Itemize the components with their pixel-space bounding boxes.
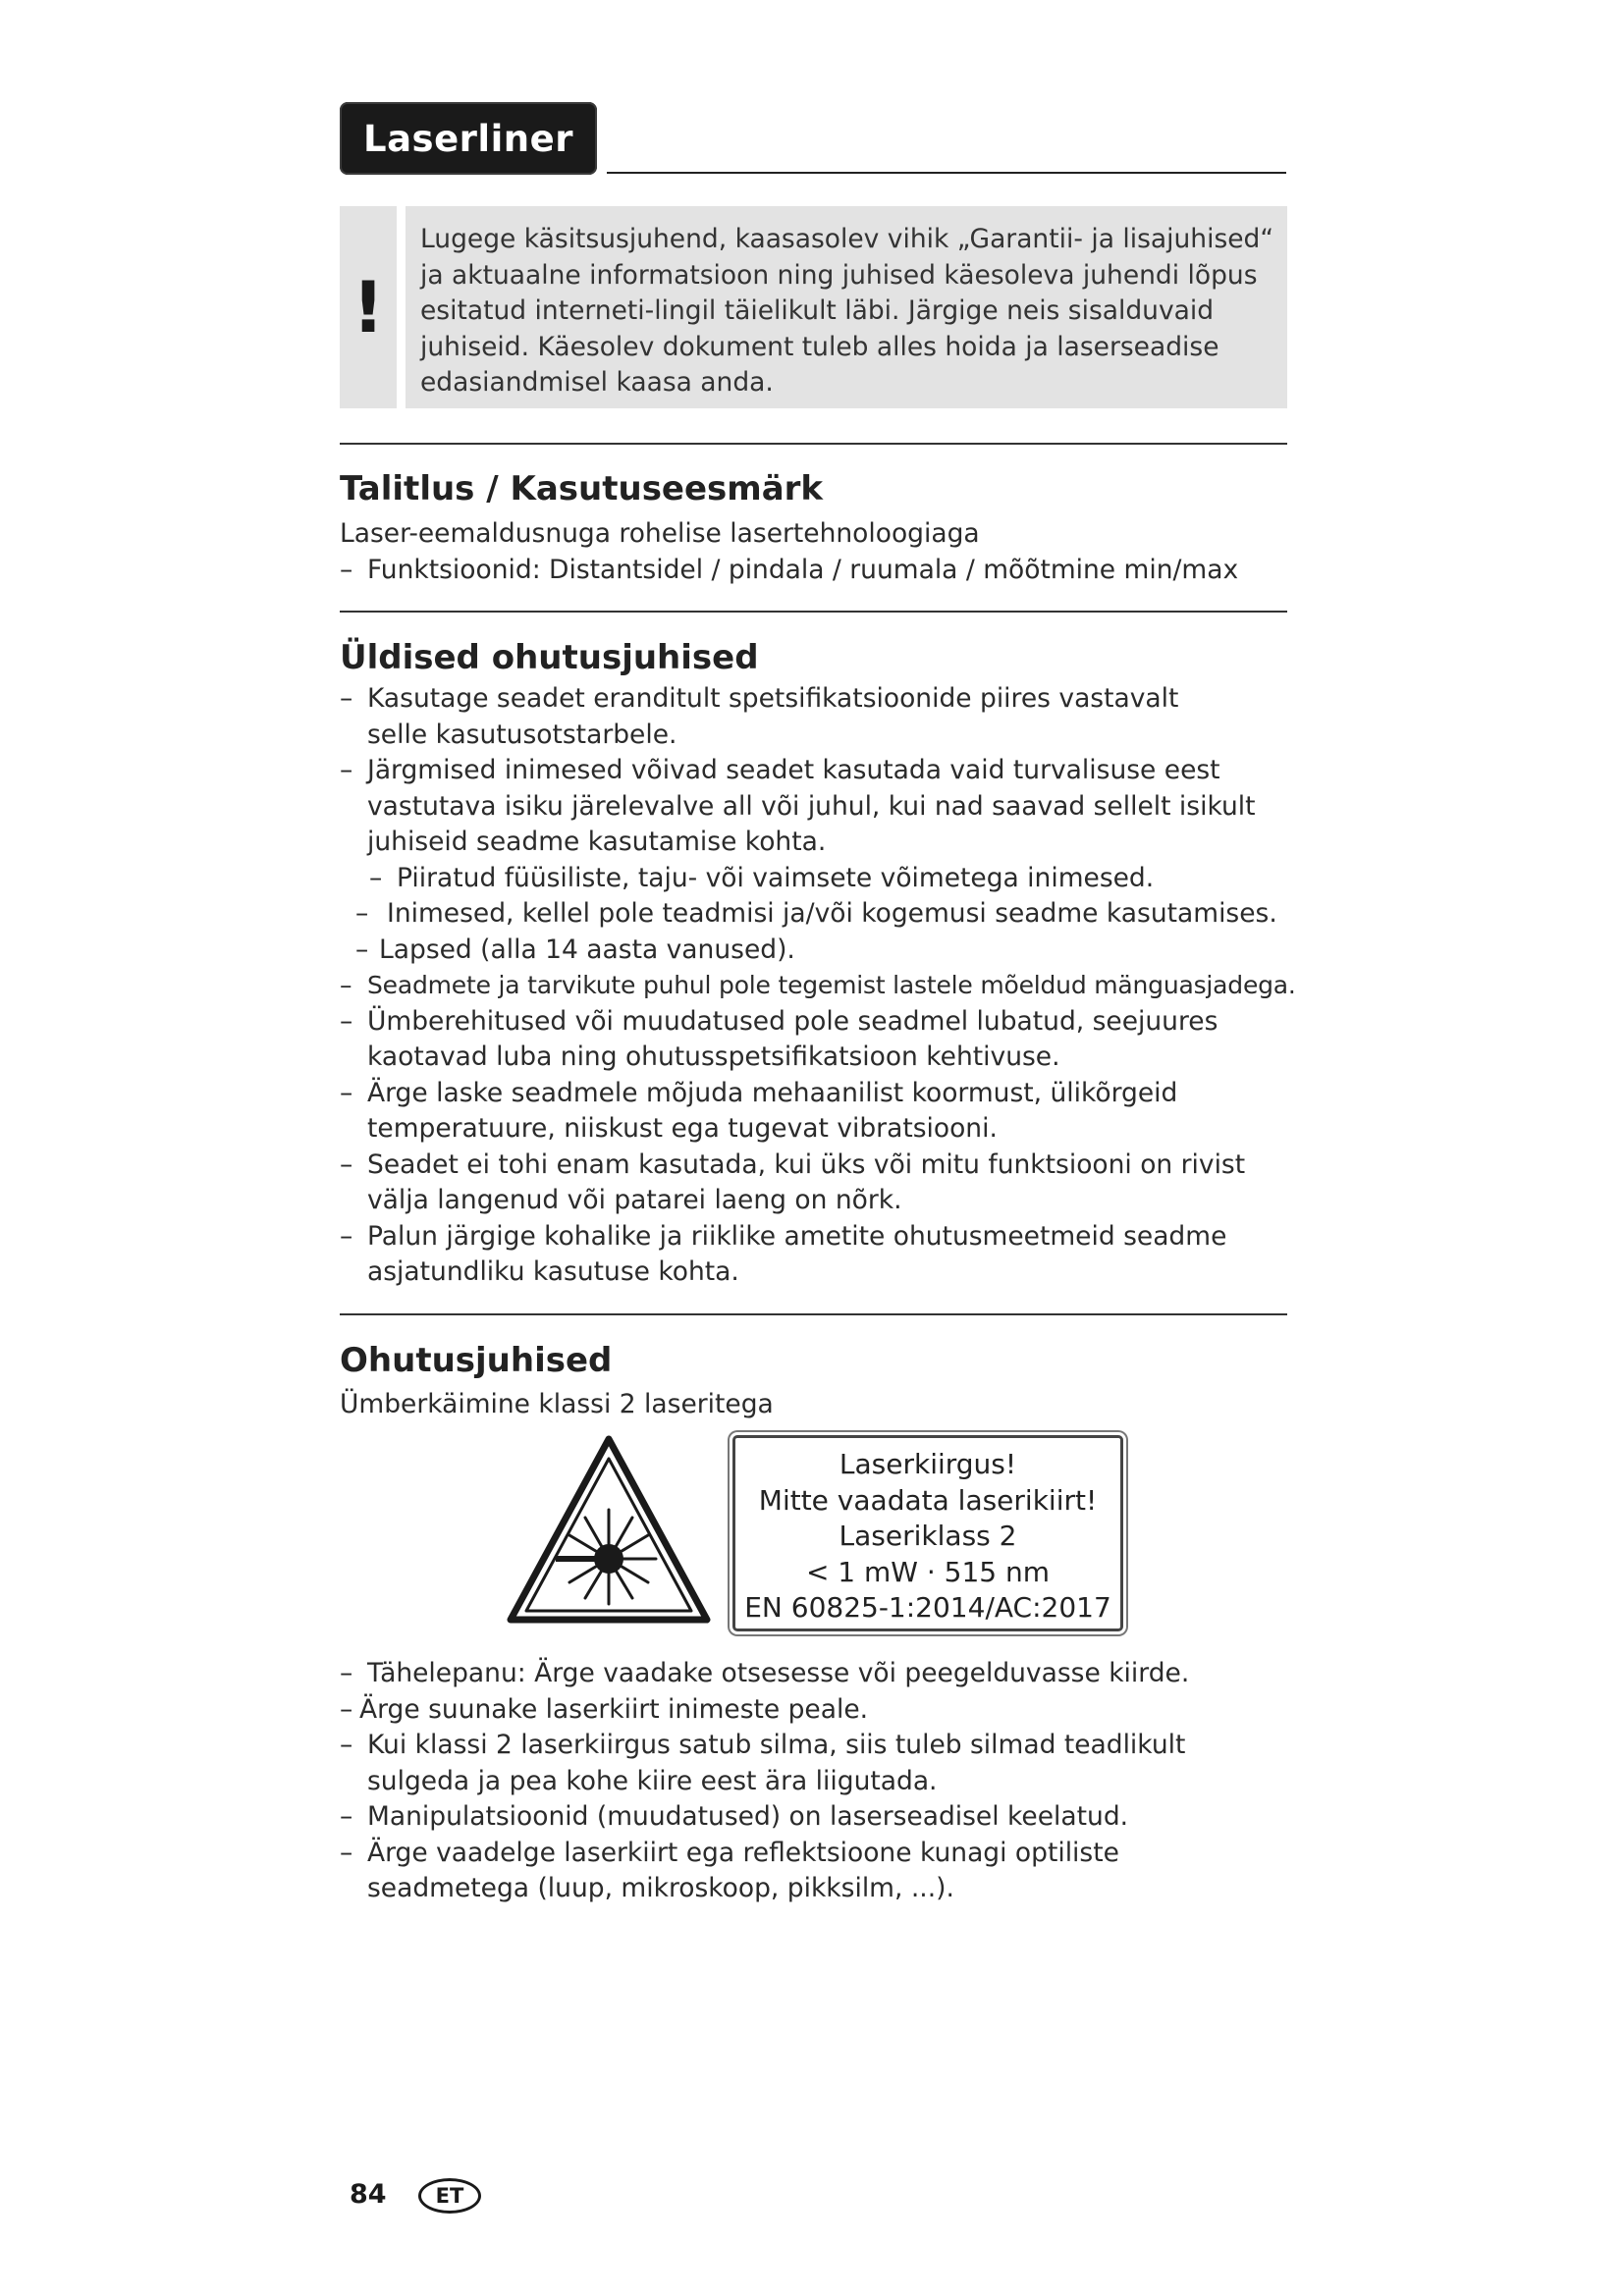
page-number: 84 (350, 2179, 387, 2210)
section-divider (340, 443, 1287, 445)
safety-list (340, 1656, 1287, 1907)
list-item-continuation: välja langenud või patarei laeng on nõrk. (367, 1185, 902, 1215)
list-item-continuation: asjatundliku kasutuse kohta. (367, 1256, 739, 1287)
list-item: – Ümberehitused või muudatused pole seadmel lubatud, seejuures (340, 1005, 1218, 1037)
laser-label-line: EN 60825-1:2014/AC:2017 (744, 1591, 1111, 1624)
notice-line: Lugege käsitsusjuhend, kaasasolev vihik „Garantii- ja lisajuhised“ (420, 224, 1274, 254)
list-item-continuation: selle kasutusotstarbele. (367, 719, 677, 750)
laser-label-line: Laserkiirgus! (839, 1448, 1017, 1480)
brand-logo (340, 102, 597, 175)
laser-label-line: Mitte vaadata laserikiirt! (758, 1483, 1098, 1517)
section-divider (340, 1313, 1287, 1315)
notice-icon-box (340, 206, 397, 408)
notice-line: esitatud interneti-lingil täielikult läbi. Järgige neis sisalduvaid (420, 295, 1215, 326)
list-item-continuation: temperatuure, niiskust ega tugevat vibratsiooni. (367, 1113, 998, 1144)
list-item: – Tähelepanu: Ärge vaadake otsesesse või peegelduvasse kiirde. (340, 1658, 1190, 1688)
list-item: – Piiratud füüsiliste, taju- või vaimsete võimetega inimesed. (369, 862, 1155, 893)
list-item: – Funktsioonid: Distantsidel / pindala / ruumala / mõõtmine min/max (340, 555, 1239, 585)
function-list (340, 553, 1287, 589)
language-badge (418, 2178, 481, 2214)
exclamation-icon: ! (352, 266, 385, 348)
laser-label-line: Laseriklass 2 (839, 1520, 1017, 1552)
list-item: – Seadet ei tohi enam kasutada, kui üks või mitu funktsiooni on rivist (340, 1148, 1246, 1180)
list-item-continuation: sulgeda ja pea kohe kiire eest ära liigutada. (367, 1765, 938, 1796)
list-item-continuation: seadmetega (luup, mikroskoop, pikksilm, ...). (367, 1873, 954, 1903)
section-title-general-safety: Üldised ohutusjuhised (340, 638, 759, 677)
laser-label-line: < 1 mW · 515 nm (805, 1555, 1051, 1588)
language-code: ET (435, 2184, 464, 2208)
list-item: – Järgmised inimesed võivad seadet kasutada vaid turvalisuse eest (340, 755, 1220, 785)
list-item: – Lapsed (alla 14 aasta vanused). (355, 934, 795, 965)
logo-text: Laserliner (363, 117, 573, 160)
list-item: – Palun järgige kohalike ja riiklike ametite ohutusmeetmeid seadme (340, 1220, 1227, 1252)
list-item: – Kui klassi 2 laserkiirgus satub silma, siis tuleb silmad teadlikult (340, 1730, 1186, 1760)
list-item: – Ärge laske seadmele mõjuda mehaanilist koormust, ülikõrgeid (340, 1077, 1178, 1108)
general-safety-list (340, 681, 1296, 1291)
list-item-continuation: vastutava isiku järelevalve all või juhul, kui nad saavad sellelt isikult (367, 790, 1256, 822)
notice-line: edasiandmisel kaasa anda. (420, 367, 774, 398)
list-item: – Kasutage seadet eranditult spetsifikatsioonide piires vastavalt (340, 683, 1179, 714)
notice-text (420, 222, 1280, 401)
list-item: – Manipulatsioonid (muudatused) on laserseadisel keelatud. (340, 1801, 1129, 1832)
safety-subtitle: Ümberkäimine klassi 2 laseritega (340, 1389, 774, 1419)
notice-line: ja aktuaalne informatsioon ning juhised käesoleva juhendi lõpus (420, 259, 1258, 291)
list-item: – Seadmete ja tarvikute puhul pole tegemist lastele mõeldud mänguasjadega. (340, 971, 1296, 999)
list-item: – Ärge suunake laserkiirt inimeste peale. (340, 1693, 869, 1725)
laser-label-text (732, 1447, 1123, 1627)
laser-hazard-triangle-icon (505, 1433, 713, 1628)
list-item-continuation: juhiseid seadme kasutamise kohta. (367, 827, 827, 857)
header-rule (607, 172, 1286, 174)
function-subtitle: Laser-eemaldusnuga rohelise lasertehnoloogiaga (340, 518, 980, 549)
section-title-safety: Ohutusjuhised (340, 1341, 613, 1380)
section-divider (340, 611, 1287, 613)
section-title-function: Talitlus / Kasutuseesmärk (340, 469, 824, 508)
list-item: – Inimesed, kellel pole teadmisi ja/või kogemusi seadme kasutamises. (355, 898, 1277, 929)
list-item-continuation: kaotavad luba ning ohutusspetsifikatsioon kehtivuse. (367, 1041, 1060, 1072)
notice-line: juhiseid. Käesolev dokument tuleb alles hoida ja laserseadise (420, 331, 1219, 362)
list-item: – Ärge vaadelge laserkiirt ega reflektsioone kunagi optiliste (340, 1837, 1119, 1868)
